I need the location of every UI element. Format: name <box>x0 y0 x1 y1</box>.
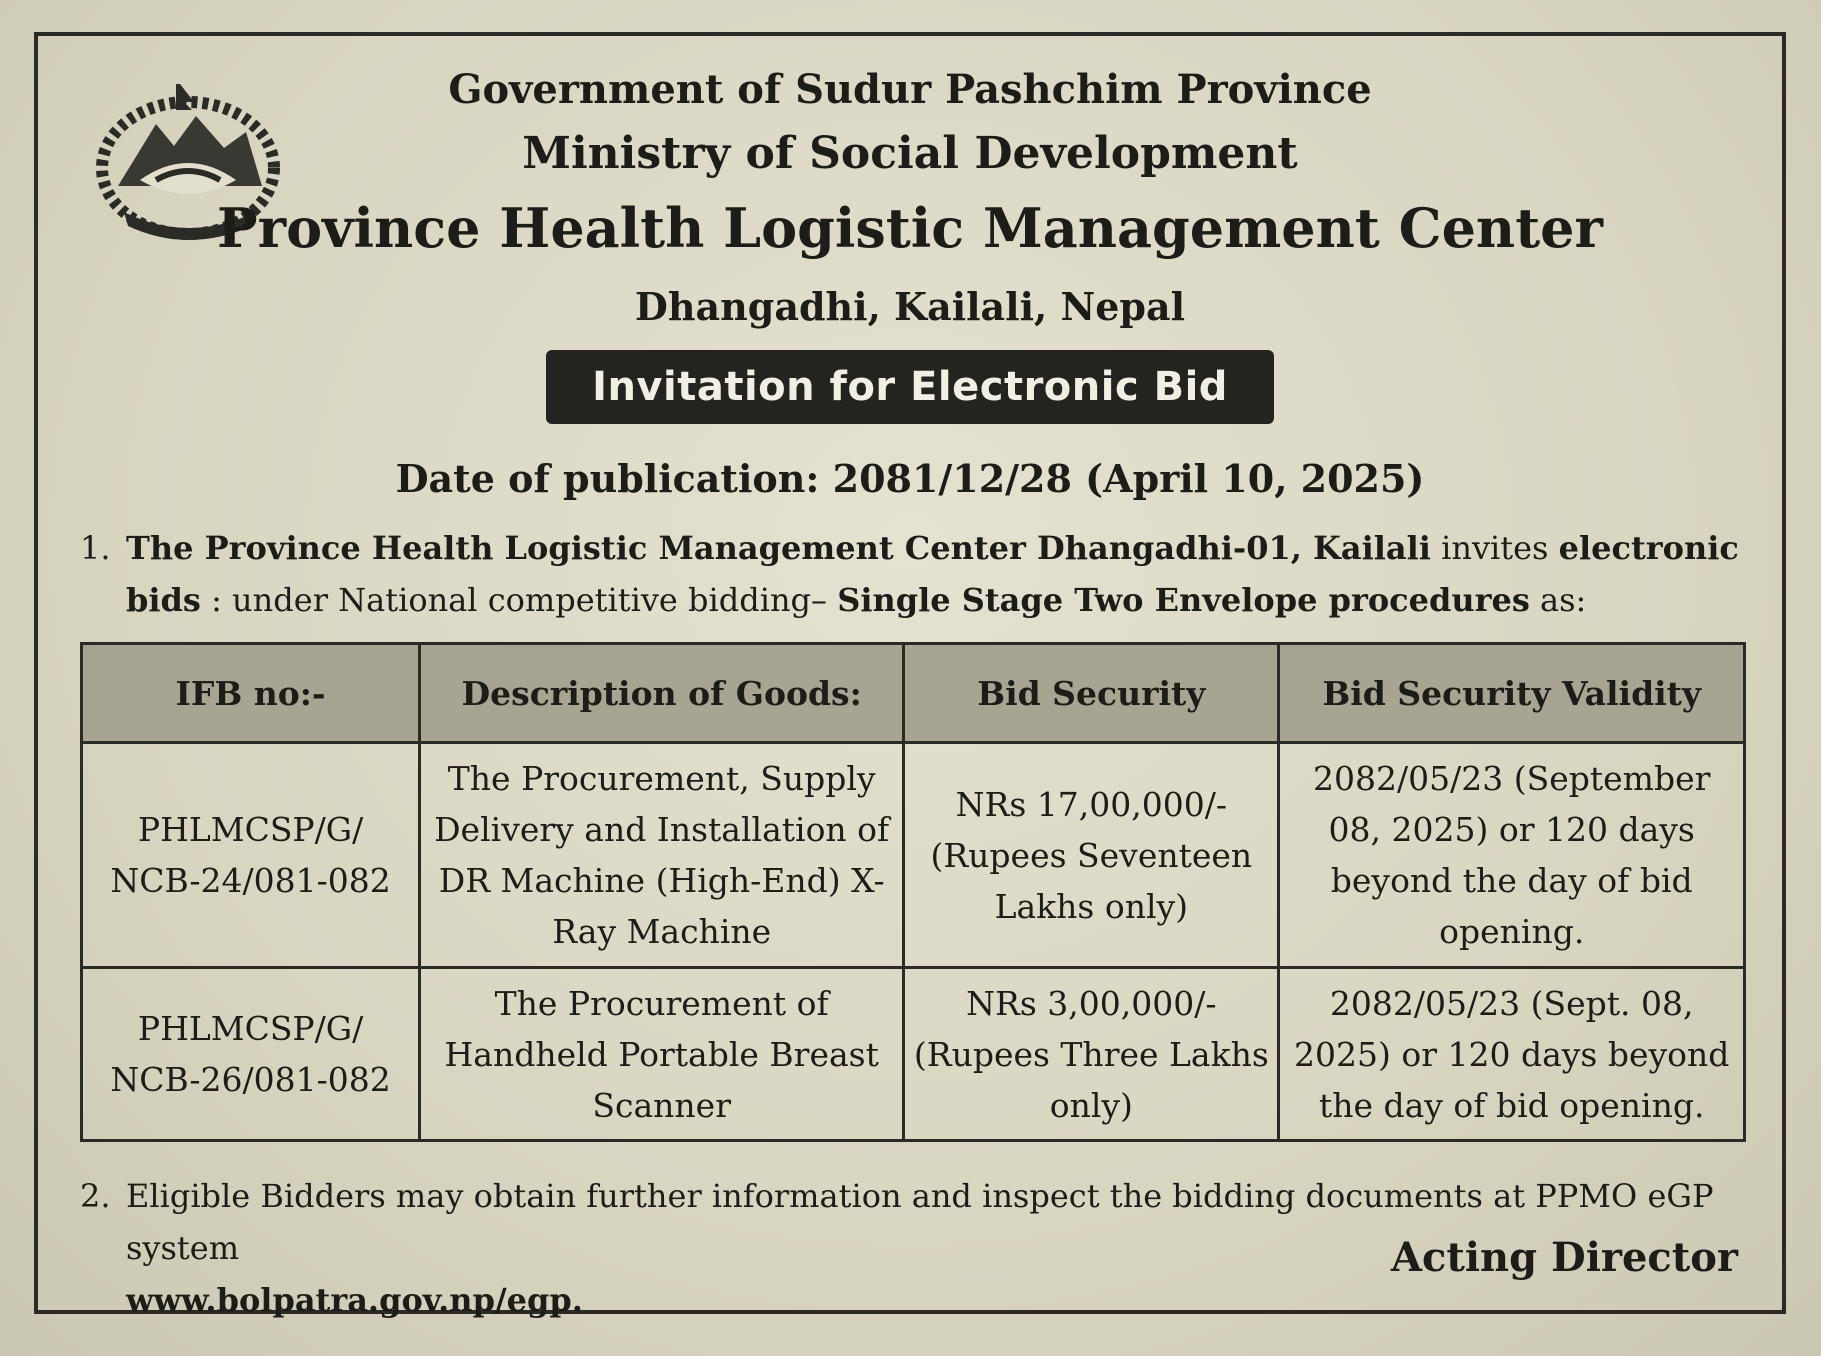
p2-text: Eligible Bidders may obtain further information and inspect the bidding documents at PPMO eGP system <box>126 1177 1714 1267</box>
egp-url-link[interactable]: www.bolpatra.gov.np/egp. <box>126 1281 583 1319</box>
notice-frame <box>34 32 1786 1319</box>
signature-title: Acting Director <box>1390 1234 1738 1281</box>
p1-bold-1: The Province Health Logistic Management Center Dhangadhi-01, Kailali <box>126 529 1431 567</box>
header-ifb-no: IFB no:- <box>82 644 420 743</box>
header-description: Description of Goods: <box>420 644 904 743</box>
cell-ifb-no: PHLMCSP/G/ NCB-24/081-082 <box>82 743 420 968</box>
location-line: Dhangadhi, Kailali, Nepal <box>634 284 1186 329</box>
cell-bid-security: NRs 17,00,000/- (Rupees Seventeen Lakhs only) <box>904 743 1279 968</box>
cell-bid-validity: 2082/05/23 (September 08, 2025) or 120 days beyond the day of bid opening. <box>1279 743 1745 968</box>
p1-bold-2: electronic bids <box>126 529 1739 619</box>
paragraph-1 <box>80 522 1760 626</box>
paragraph-1-body <box>126 522 1760 626</box>
publication-date: Date of publication: 2081/12/28 (April 10, 2025) <box>395 456 1425 501</box>
government-line: Government of Sudur Pashchim Province <box>448 66 1372 113</box>
header-bid-validity: Bid Security Validity <box>1279 644 1745 743</box>
header-bid-security: Bid Security <box>904 644 1279 743</box>
invitation-banner: Invitation for Electronic Bid <box>546 350 1274 424</box>
paragraph-1-number: 1. <box>80 529 111 567</box>
p1-text-1: invites <box>1430 529 1559 567</box>
ministry-line: Ministry of Social Development <box>522 128 1298 179</box>
table-row <box>82 968 1745 1141</box>
center-title: Province Health Logistic Management Center <box>217 196 1603 260</box>
bid-table <box>80 642 1746 1142</box>
table-row <box>82 743 1745 968</box>
cell-bid-validity: 2082/05/23 (Sept. 08, 2025) or 120 days beyond the day of bid opening. <box>1279 968 1745 1141</box>
p1-text-2: : under National competitive bidding– <box>200 581 838 619</box>
paragraph-2-number: 2. <box>80 1177 111 1215</box>
cell-description: The Procurement, Supply Delivery and Installation of DR Machine (High-End) X-Ray Machine <box>420 743 904 968</box>
banner-wrapper <box>38 350 1782 424</box>
cell-description: The Procurement of Handheld Portable Breast Scanner <box>420 968 904 1141</box>
cell-bid-security: NRs 3,00,000/- (Rupees Three Lakhs only) <box>904 968 1279 1141</box>
cell-ifb-no: PHLMCSP/G/ NCB-26/081-082 <box>82 968 420 1141</box>
p1-text-3: as: <box>1529 581 1587 619</box>
p1-bold-3: Single Stage Two Envelope procedures <box>837 581 1530 619</box>
table-header-row <box>82 644 1745 743</box>
